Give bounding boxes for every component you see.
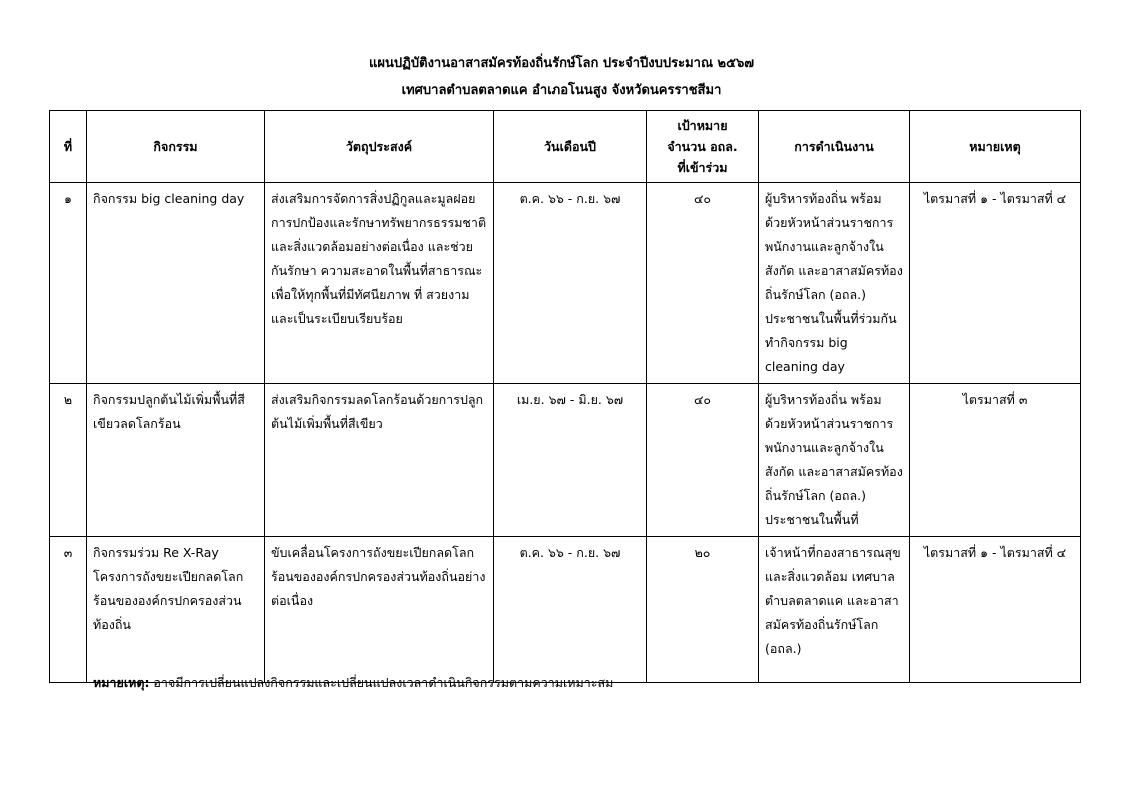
row-remark: ไตรมาสที่ ๑ - ไตรมาสที่ ๔ xyxy=(910,183,1081,384)
row-operation: ผู้บริหารท้องถิ่น พร้อมด้วยหัวหน้าส่วนราชการ พนักงานและลูกจ้างในสังกัด และอาสาสมัครท้องถิ่นรักษ์โลก (อถล.) ประชาชนในพื้นที่ xyxy=(759,384,910,537)
row-target: ๔๐ xyxy=(647,384,759,537)
row-date: ต.ค. ๖๖ - ก.ย. ๖๗ xyxy=(494,183,647,384)
footnote xyxy=(93,673,613,693)
footnote-text: อาจมีการเปลี่ยนแปลงกิจกรรมและเปลี่ยนแปลงเวลาดำเนินกิจกรรมตามความเหมาะสม xyxy=(149,675,614,690)
header-activity: กิจกรรม xyxy=(87,111,265,183)
header-date: วันเดือนปี xyxy=(494,111,647,183)
header-operation: การดำเนินงาน xyxy=(759,111,910,183)
table-row xyxy=(50,537,1081,683)
row-activity: กิจกรรมร่วม Re X-Ray โครงการถังขยะเปียกลดโลกร้อนขององค์กรปกครองส่วนท้องถิ่น xyxy=(87,537,265,683)
row-no: ๑ xyxy=(50,183,87,384)
table-row xyxy=(50,183,1081,384)
row-operation: ผู้บริหารท้องถิ่น พร้อมด้วยหัวหน้าส่วนราชการ พนักงานและลูกจ้างในสังกัด และอาสาสมัครท้องถิ่นรักษ์โลก (อถล.) ประชาชนในพื้นที่ร่วมกันทำกิจกรรม big cleaning day xyxy=(759,183,910,384)
row-operation: เจ้าหน้าที่กองสาธารณสุขและสิ่งแวดล้อม เทศบาลตำบลตลาดแค และอาสาสมัครท้องถิ่นรักษ์โลก (อถล.) xyxy=(759,537,910,683)
header-no: ที่ xyxy=(50,111,87,183)
footnote-label: หมายเหตุ: xyxy=(93,675,150,690)
row-objective: ส่งเสริมกิจกรรมลดโลกร้อนด้วยการปลูกต้นไม้เพิ่มพื้นที่สีเขียว xyxy=(265,384,494,537)
row-date: เม.ย. ๖๗ - มิ.ย. ๖๗ xyxy=(494,384,647,537)
table-row xyxy=(50,384,1081,537)
activity-plan-table xyxy=(49,110,1081,683)
row-objective: ขับเคลื่อนโครงการถังขยะเปียกลดโลกร้อนขององค์กรปกครองส่วนท้องถิ่นอย่างต่อเนื่อง xyxy=(265,537,494,683)
header-target: เป้าหมาย จำนวน อถล. ที่เข้าร่วม xyxy=(647,111,759,183)
row-remark: ไตรมาสที่ ๑ - ไตรมาสที่ ๔ xyxy=(910,537,1081,683)
row-no: ๒ xyxy=(50,384,87,537)
table-header-row xyxy=(50,111,1081,183)
row-no: ๓ xyxy=(50,537,87,683)
row-activity: กิจกรรม big cleaning day xyxy=(87,183,265,384)
row-objective: ส่งเสริมการจัดการสิ่งปฏิกูลและมูลฝอยการปกป้องและรักษาทรัพยากรธรรมชาติและสิ่งแวดล้อมอย่างต่อเนื่อง และช่วยกันรักษา ความสะอาดในพื้นที่สาธารณะ เพื่อให้ทุกพื้นที่มีทัศนียภาพ ที่ สวยงาม และเป็นระเบียบเรียบร้อย xyxy=(265,183,494,384)
header-objective: วัตถุประสงค์ xyxy=(265,111,494,183)
row-remark: ไตรมาสที่ ๓ xyxy=(910,384,1081,537)
row-target: ๔๐ xyxy=(647,183,759,384)
page-subtitle: เทศบาลตำบลตลาดแค อำเภอโนนสูง จังหวัดนครราชสีมา xyxy=(401,83,722,98)
row-date: ต.ค. ๖๖ - ก.ย. ๖๗ xyxy=(494,537,647,683)
header-remark: หมายเหตุ xyxy=(910,111,1081,183)
row-activity: กิจกรรมปลูกต้นไม้เพิ่มพื้นที่สีเขียวลดโลกร้อน xyxy=(87,384,265,537)
row-target: ๒๐ xyxy=(647,537,759,683)
page-title: แผนปฏิบัติงานอาสาสมัครท้องถิ่นรักษ์โลก ประจำปีงบประมาณ ๒๕๖๗ xyxy=(369,56,754,71)
